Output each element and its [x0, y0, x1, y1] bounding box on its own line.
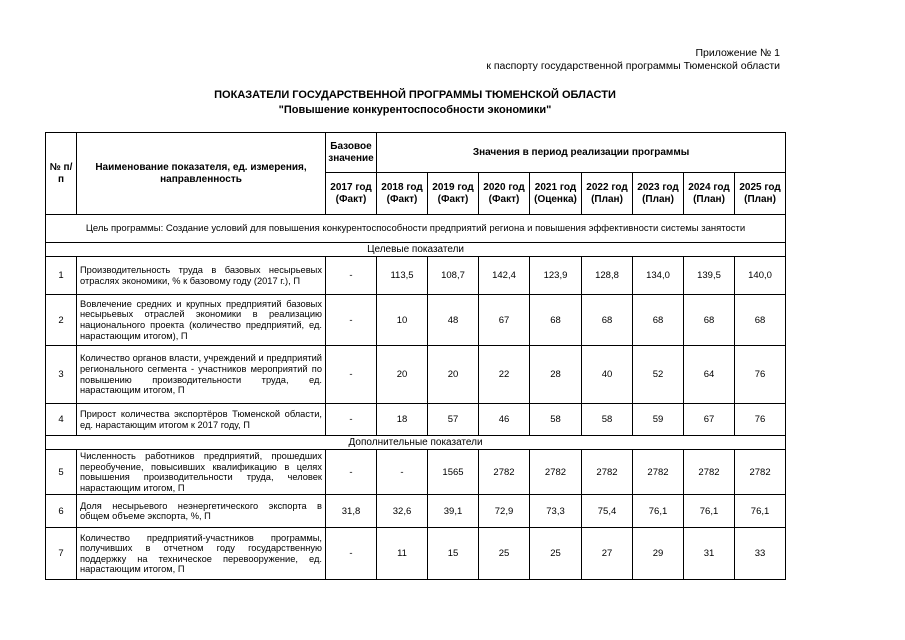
- indicator-value: 52: [633, 346, 684, 404]
- indicator-value: 31: [684, 528, 735, 580]
- row-number: 6: [46, 495, 77, 528]
- indicator-value: 18: [377, 404, 428, 436]
- table-row: [46, 528, 786, 580]
- indicator-value: 134,0: [633, 257, 684, 295]
- page-subtitle: "Повышение конкурентоспособности экономики": [278, 104, 552, 116]
- row-number: 1: [46, 257, 77, 295]
- indicator-value: 28: [530, 346, 582, 404]
- appendix-note: [486, 47, 780, 73]
- indicator-value: 67: [684, 404, 735, 436]
- col-header-period: Значения в период реализации программы: [377, 133, 786, 173]
- col-header-base: Базовое значение: [326, 133, 377, 173]
- table-row: [46, 495, 786, 528]
- section-target-indicators: Целевые показатели: [46, 243, 786, 257]
- indicator-value: 76,1: [735, 495, 786, 528]
- table-row: [46, 257, 786, 295]
- col-header-year: 2019 год (Факт): [428, 173, 479, 215]
- indicator-value: 75,4: [582, 495, 633, 528]
- indicator-value: 59: [633, 404, 684, 436]
- indicator-value: 1565: [428, 450, 479, 495]
- indicator-value: 128,8: [582, 257, 633, 295]
- indicator-value: 22: [479, 346, 530, 404]
- indicator-value: 142,4: [479, 257, 530, 295]
- indicator-value: 72,9: [479, 495, 530, 528]
- indicator-name: Количество органов власти, учреждений и предприятий регионального сегмента - участников мероприятий по повышению производительности труда, ед. нарастающим итогом, П: [77, 346, 326, 404]
- indicator-value: 2782: [582, 450, 633, 495]
- indicator-value: 140,0: [735, 257, 786, 295]
- indicator-value: 58: [582, 404, 633, 436]
- indicator-value: 76: [735, 404, 786, 436]
- indicator-name: Прирост количества экспортёров Тюменской области, ед. нарастающим итогом к 2017 году, П: [77, 404, 326, 436]
- indicator-value: 46: [479, 404, 530, 436]
- page-title: ПОКАЗАТЕЛИ ГОСУДАРСТВЕННОЙ ПРОГРАММЫ ТЮМЕНСКОЙ ОБЛАСТИ: [214, 89, 616, 101]
- indicator-value: 10: [377, 295, 428, 346]
- indicator-value: 48: [428, 295, 479, 346]
- indicator-value: 123,9: [530, 257, 582, 295]
- table-row: [46, 295, 786, 346]
- col-header-num: № п/п: [46, 133, 77, 215]
- table-row: [46, 346, 786, 404]
- indicator-value: 15: [428, 528, 479, 580]
- col-header-name: Наименование показателя, ед. измерения, направленность: [77, 133, 326, 215]
- indicator-name: Количество предприятий-участников программы, получивших в отчетном году государственную поддержку на техническое перевооружение, ед. нарастающим итогом, П: [77, 528, 326, 580]
- indicator-value: 68: [530, 295, 582, 346]
- row-number: 2: [46, 295, 77, 346]
- indicator-value: 68: [633, 295, 684, 346]
- indicator-value: 58: [530, 404, 582, 436]
- col-header-year: 2022 год (План): [582, 173, 633, 215]
- indicator-value: 2782: [479, 450, 530, 495]
- indicator-name: Вовлечение средних и крупных предприятий базовых несырьевых отраслей экономики в реализацию национального проекта (количество предприятий, ед. нарастающим итогом), П: [77, 295, 326, 346]
- indicator-name: Производительность труда в базовых несырьевых отраслях экономики, % к базовому году (2017 г.), П: [77, 257, 326, 295]
- indicator-value: -: [326, 404, 377, 436]
- indicator-value: 68: [735, 295, 786, 346]
- indicator-value: 27: [582, 528, 633, 580]
- indicator-value: 32,6: [377, 495, 428, 528]
- col-header-year: 2020 год (Факт): [479, 173, 530, 215]
- row-number: 4: [46, 404, 77, 436]
- indicator-value: 68: [582, 295, 633, 346]
- appendix-line-2: к паспорту государственной программы Тюменской области: [486, 60, 780, 72]
- indicator-value: 2782: [684, 450, 735, 495]
- indicator-value: 64: [684, 346, 735, 404]
- indicator-value: 25: [479, 528, 530, 580]
- appendix-line-1: Приложение № 1: [695, 47, 780, 59]
- table-row: [46, 450, 786, 495]
- indicator-value: -: [326, 295, 377, 346]
- col-header-year: 2021 год (Оценка): [530, 173, 582, 215]
- program-goal: Цель программы: Создание условий для повышения конкурентоспособности предприятий региона и повышения эффективности системы занятости: [46, 215, 786, 243]
- indicator-value: 39,1: [428, 495, 479, 528]
- indicator-value: 139,5: [684, 257, 735, 295]
- indicator-value: 68: [684, 295, 735, 346]
- indicator-value: 40: [582, 346, 633, 404]
- indicator-value: -: [326, 450, 377, 495]
- indicator-value: 25: [530, 528, 582, 580]
- indicator-value: 108,7: [428, 257, 479, 295]
- indicator-value: 31,8: [326, 495, 377, 528]
- indicator-value: 76,1: [684, 495, 735, 528]
- indicator-value: 76,1: [633, 495, 684, 528]
- indicator-value: 20: [428, 346, 479, 404]
- indicator-value: 29: [633, 528, 684, 580]
- indicator-value: 113,5: [377, 257, 428, 295]
- table-row: [46, 404, 786, 436]
- row-number: 7: [46, 528, 77, 580]
- indicators-table: [45, 132, 786, 580]
- indicator-value: 20: [377, 346, 428, 404]
- indicator-value: -: [377, 450, 428, 495]
- col-header-year: 2023 год (План): [633, 173, 684, 215]
- indicator-value: 2782: [735, 450, 786, 495]
- col-header-year: 2017 год (Факт): [326, 173, 377, 215]
- indicator-value: 57: [428, 404, 479, 436]
- col-header-year: 2024 год (План): [684, 173, 735, 215]
- indicator-value: 11: [377, 528, 428, 580]
- row-number: 5: [46, 450, 77, 495]
- indicator-name: Доля несырьевого неэнергетического экспорта в общем объеме экспорта, %, П: [77, 495, 326, 528]
- col-header-year: 2025 год (План): [735, 173, 786, 215]
- indicator-value: 76: [735, 346, 786, 404]
- row-number: 3: [46, 346, 77, 404]
- indicator-value: 73,3: [530, 495, 582, 528]
- col-header-year: 2018 год (Факт): [377, 173, 428, 215]
- indicator-value: 67: [479, 295, 530, 346]
- section-additional-indicators: Дополнительные показатели: [46, 436, 786, 450]
- indicator-value: 2782: [633, 450, 684, 495]
- indicator-name: Численность работников предприятий, прошедших переобучение, повысивших квалификацию в целях повышения производительности труда, человек нарастающим итогом, П: [77, 450, 326, 495]
- indicator-value: -: [326, 528, 377, 580]
- indicator-value: 33: [735, 528, 786, 580]
- indicator-value: -: [326, 257, 377, 295]
- indicator-value: -: [326, 346, 377, 404]
- indicator-value: 2782: [530, 450, 582, 495]
